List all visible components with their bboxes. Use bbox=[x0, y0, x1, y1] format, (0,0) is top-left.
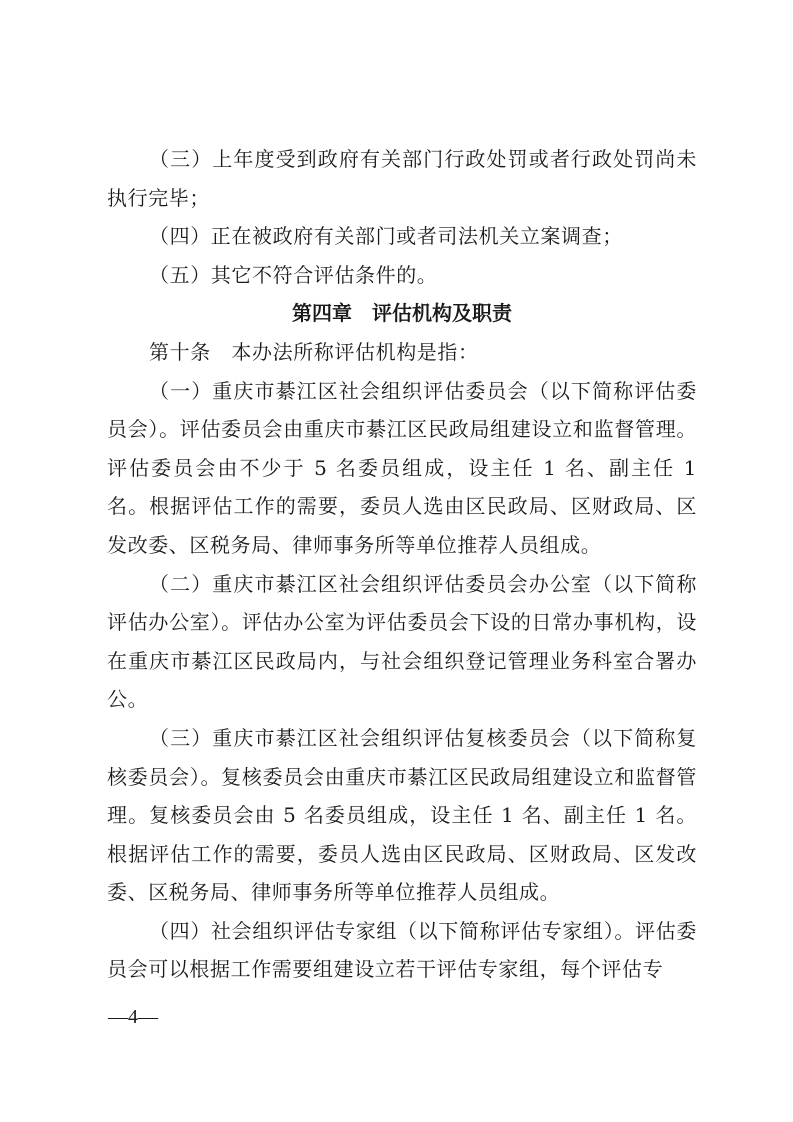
list-item-four: （四）正在被政府有关部门或者司法机关立案调查； bbox=[149, 224, 623, 249]
list-item-five: （五）其它不符合评估条件的。 bbox=[149, 262, 438, 287]
item-expert-group: （四）社会组织评估专家组（以下简称评估专家组）。评估委员会可以根据工作需要组建设立若干评估专家组，每个评估专 bbox=[107, 918, 697, 982]
item-evaluation-committee: （一）重庆市綦江区社会组织评估委员会（以下简称评估委员会）。评估委员会由重庆市綦江区民政局组建设立和监督管理。评估委员会由不少于 5 名委员组成，设主任 1 名、副主任 1 名。根据评估工作的需要，委员人选由区民政局、区财政局、区发改委、区税务局、律师事务所等单位推荐人员组成。 bbox=[107, 378, 697, 557]
article-ten: 第十条 本办法所称评估机构是指： bbox=[149, 339, 479, 364]
item-review-committee: （三）重庆市綦江区社会组织评估复核委员会（以下简称复核委员会）。复核委员会由重庆市綦江区民政局组建设立和监督管理。复核委员会由 5 名委员组成，设主任 1 名、副主任 1 名。根据评估工作的需要，委员人选由区民政局、区财政局、区发改委、区税务局、律师事务所等单位推荐人员组成。 bbox=[107, 725, 697, 905]
item-evaluation-office: （二）重庆市綦江区社会组织评估委员会办公室（以下简称评估办公室）。评估办公室为评估委员会下设的日常办事机构，设在重庆市綦江区民政局内，与社会组织登记管理业务科室合署办公。 bbox=[107, 571, 697, 712]
page-number: —4— bbox=[108, 1006, 158, 1028]
chapter-heading: 第四章 评估机构及职责 bbox=[292, 301, 512, 326]
document-body bbox=[107, 140, 697, 989]
list-item-three: （三）上年度受到政府有关部门行政处罚或者行政处罚尚未执行完毕； bbox=[107, 147, 697, 210]
